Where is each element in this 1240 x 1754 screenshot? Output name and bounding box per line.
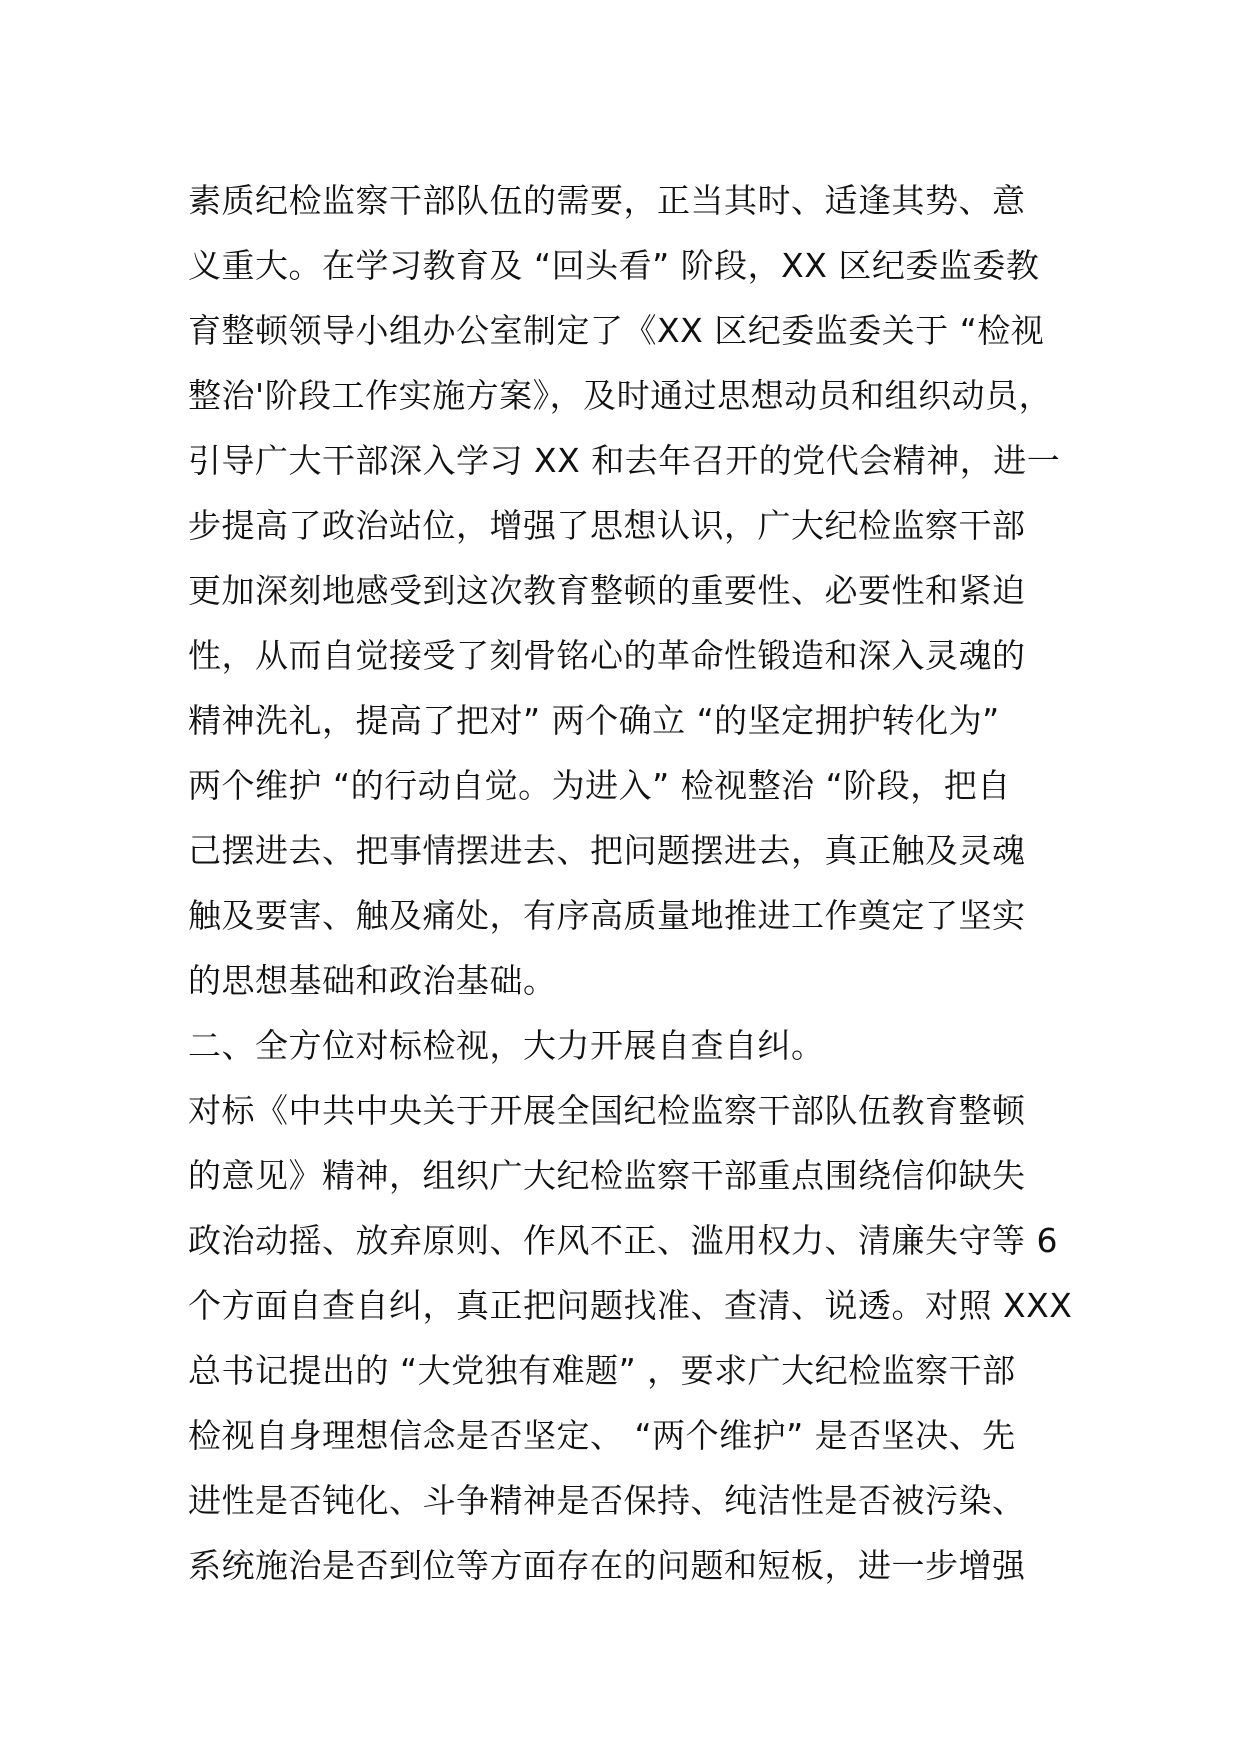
text-line: 的思想基础和政治基础。 <box>188 961 557 1000</box>
text-line: 个方面自查自纠，真正把问题找准、查清、说透。对照 XXX <box>188 1286 1073 1325</box>
text-line: 精神洗礼，提高了把对” 两个确立 “的坚定拥护转化为” <box>188 701 1000 740</box>
text-line: 对标《中共中央关于开展全国纪检监察干部队伍教育整顿 <box>188 1091 1026 1130</box>
text-line: 两个维护 “的行动自觉。为进入” 检视整治 “阶段，把自 <box>188 766 1011 805</box>
text-line: 义重大。在学习教育及 “回头看” 阶段，XX 区纪委监委教 <box>188 246 1040 285</box>
section-heading: 二、全方位对标检视，大力开展自查自纠。 <box>188 1026 825 1065</box>
text-line: 素质纪检监察干部队伍的需要，正当其时、适逢其势、意 <box>188 181 1026 220</box>
text-line: 政治动摇、放弃原则、作风不正、滥用权力、清廉失守等 6 <box>188 1221 1058 1260</box>
text-line: 育整顿领导小组办公室制定了《XX 区纪委监委关于 “检视 <box>188 311 1045 350</box>
text-line: 检视自身理想信念是否坚定、 “两个维护” 是否坚决、先 <box>188 1416 1016 1455</box>
text-line: 步提高了政治站位，增强了思想认识，广大纪检监察干部 <box>188 506 1026 545</box>
document-body <box>188 168 1088 1598</box>
text-line: 系统施治是否到位等方面存在的问题和短板，进一步增强 <box>188 1546 1026 1585</box>
text-line: 更加深刻地感受到这次教育整顿的重要性、必要性和紧迫 <box>188 571 1026 610</box>
text-line: 的意见》精神，组织广大纪检监察干部重点围绕信仰缺失 <box>188 1156 1026 1195</box>
text-line: 整治'阶段工作实施方案》，及时通过思想动员和组织动员， <box>188 376 1053 415</box>
text-line: 触及要害、触及痛处，有序高质量地推进工作奠定了坚实 <box>188 896 1026 935</box>
text-line: 进性是否钝化、斗争精神是否保持、纯洁性是否被污染、 <box>188 1481 1026 1520</box>
text-line: 引导广大干部深入学习 XX 和去年召开的党代会精神，进一 <box>188 441 1061 480</box>
text-line: 性，从而自觉接受了刻骨铭心的革命性锻造和深入灵魂的 <box>188 636 1026 675</box>
text-line: 己摆进去、把事情摆进去、把问题摆进去，真正触及灵魂 <box>188 831 1026 870</box>
text-line: 总书记提出的 “大党独有难题” ，要求广大纪检监察干部 <box>188 1351 1016 1390</box>
